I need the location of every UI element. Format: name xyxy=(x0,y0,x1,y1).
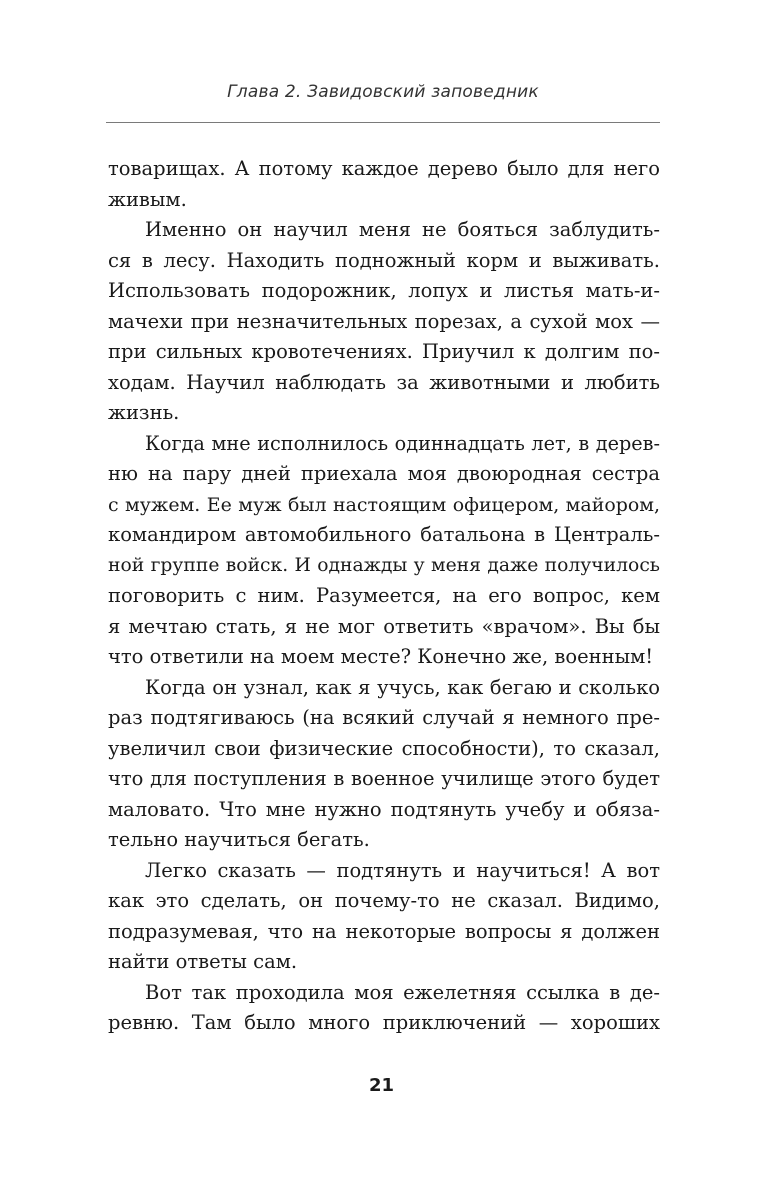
text-line: раз подтягиваюсь (на всякий случай я немного пре- xyxy=(108,706,660,729)
body-text xyxy=(108,154,660,1039)
text-line: при сильных кровотечениях. Приучил к долгим по- xyxy=(108,340,660,363)
text-line: тельно научиться бегать. xyxy=(108,828,370,851)
running-header: Глава 2. Завидовский заповедник xyxy=(227,82,539,102)
text-line: ной группе войск. И однажды у меня даже получилось xyxy=(108,554,660,576)
text-line: что для поступления в военное училище этого будет xyxy=(108,767,660,790)
text-line: что ответили на моем месте? Конечно же, военным! xyxy=(108,645,654,668)
paragraph xyxy=(108,978,660,1039)
paragraph xyxy=(108,154,660,215)
text-line: ревню. Там было много приключений — хороших xyxy=(108,1011,660,1034)
text-line: я мечтаю стать, я не мог ответить «врачом». Вы бы xyxy=(108,614,660,638)
paragraph xyxy=(108,429,660,673)
text-line: живым. xyxy=(108,187,187,211)
text-line: мачехи при незначительных порезах, а сухой мох — xyxy=(108,309,660,333)
paragraph xyxy=(108,673,660,856)
text-line: ню на пару дней приехала моя двоюродная сестра xyxy=(108,462,660,485)
text-line: Использовать подорожник, лопух и листья мать-и- xyxy=(108,279,660,302)
text-line: товарищах. А потому каждое дерево было для него xyxy=(108,157,660,180)
text-line: как это сделать, он почему-то не сказал. Видимо, xyxy=(108,889,660,912)
text-line: Когда мне исполнилось одиннадцать лет, в дерев- xyxy=(145,431,660,455)
text-line: Именно он научил меня не бояться заблудить- xyxy=(145,218,660,241)
header-divider xyxy=(106,122,660,123)
text-line: с мужем. Ее муж был настоящим офицером, майором, xyxy=(108,493,660,516)
text-line: маловато. Что мне нужно подтянуть учебу и обяза- xyxy=(108,797,660,821)
text-line: найти ответы сам. xyxy=(108,950,298,973)
paragraph xyxy=(108,856,660,978)
text-line: Вот так проходила моя ежелетняя ссылка в де- xyxy=(145,980,660,1004)
text-line: ходам. Научил наблюдать за животными и любить xyxy=(108,370,660,394)
text-line: поговорить с ним. Разумеется, на его вопрос, кем xyxy=(108,584,660,607)
text-line: подразумевая, что на некоторые вопросы я должен xyxy=(108,919,660,943)
paragraph xyxy=(108,215,660,429)
text-line: увеличил свои физические способности), то сказал, xyxy=(108,736,660,760)
text-line: командиром автомобильного батальона в Централь- xyxy=(108,523,660,546)
text-line: Когда он узнал, как я учусь, как бегаю и сколько xyxy=(145,675,660,699)
text-line: жизнь. xyxy=(108,401,180,424)
text-line: Легко сказать — подтянуть и научиться! А вот xyxy=(145,858,660,882)
page-number: 21 xyxy=(368,1075,395,1096)
text-line: ся в лесу. Находить подножный корм и выживать. xyxy=(108,248,660,272)
